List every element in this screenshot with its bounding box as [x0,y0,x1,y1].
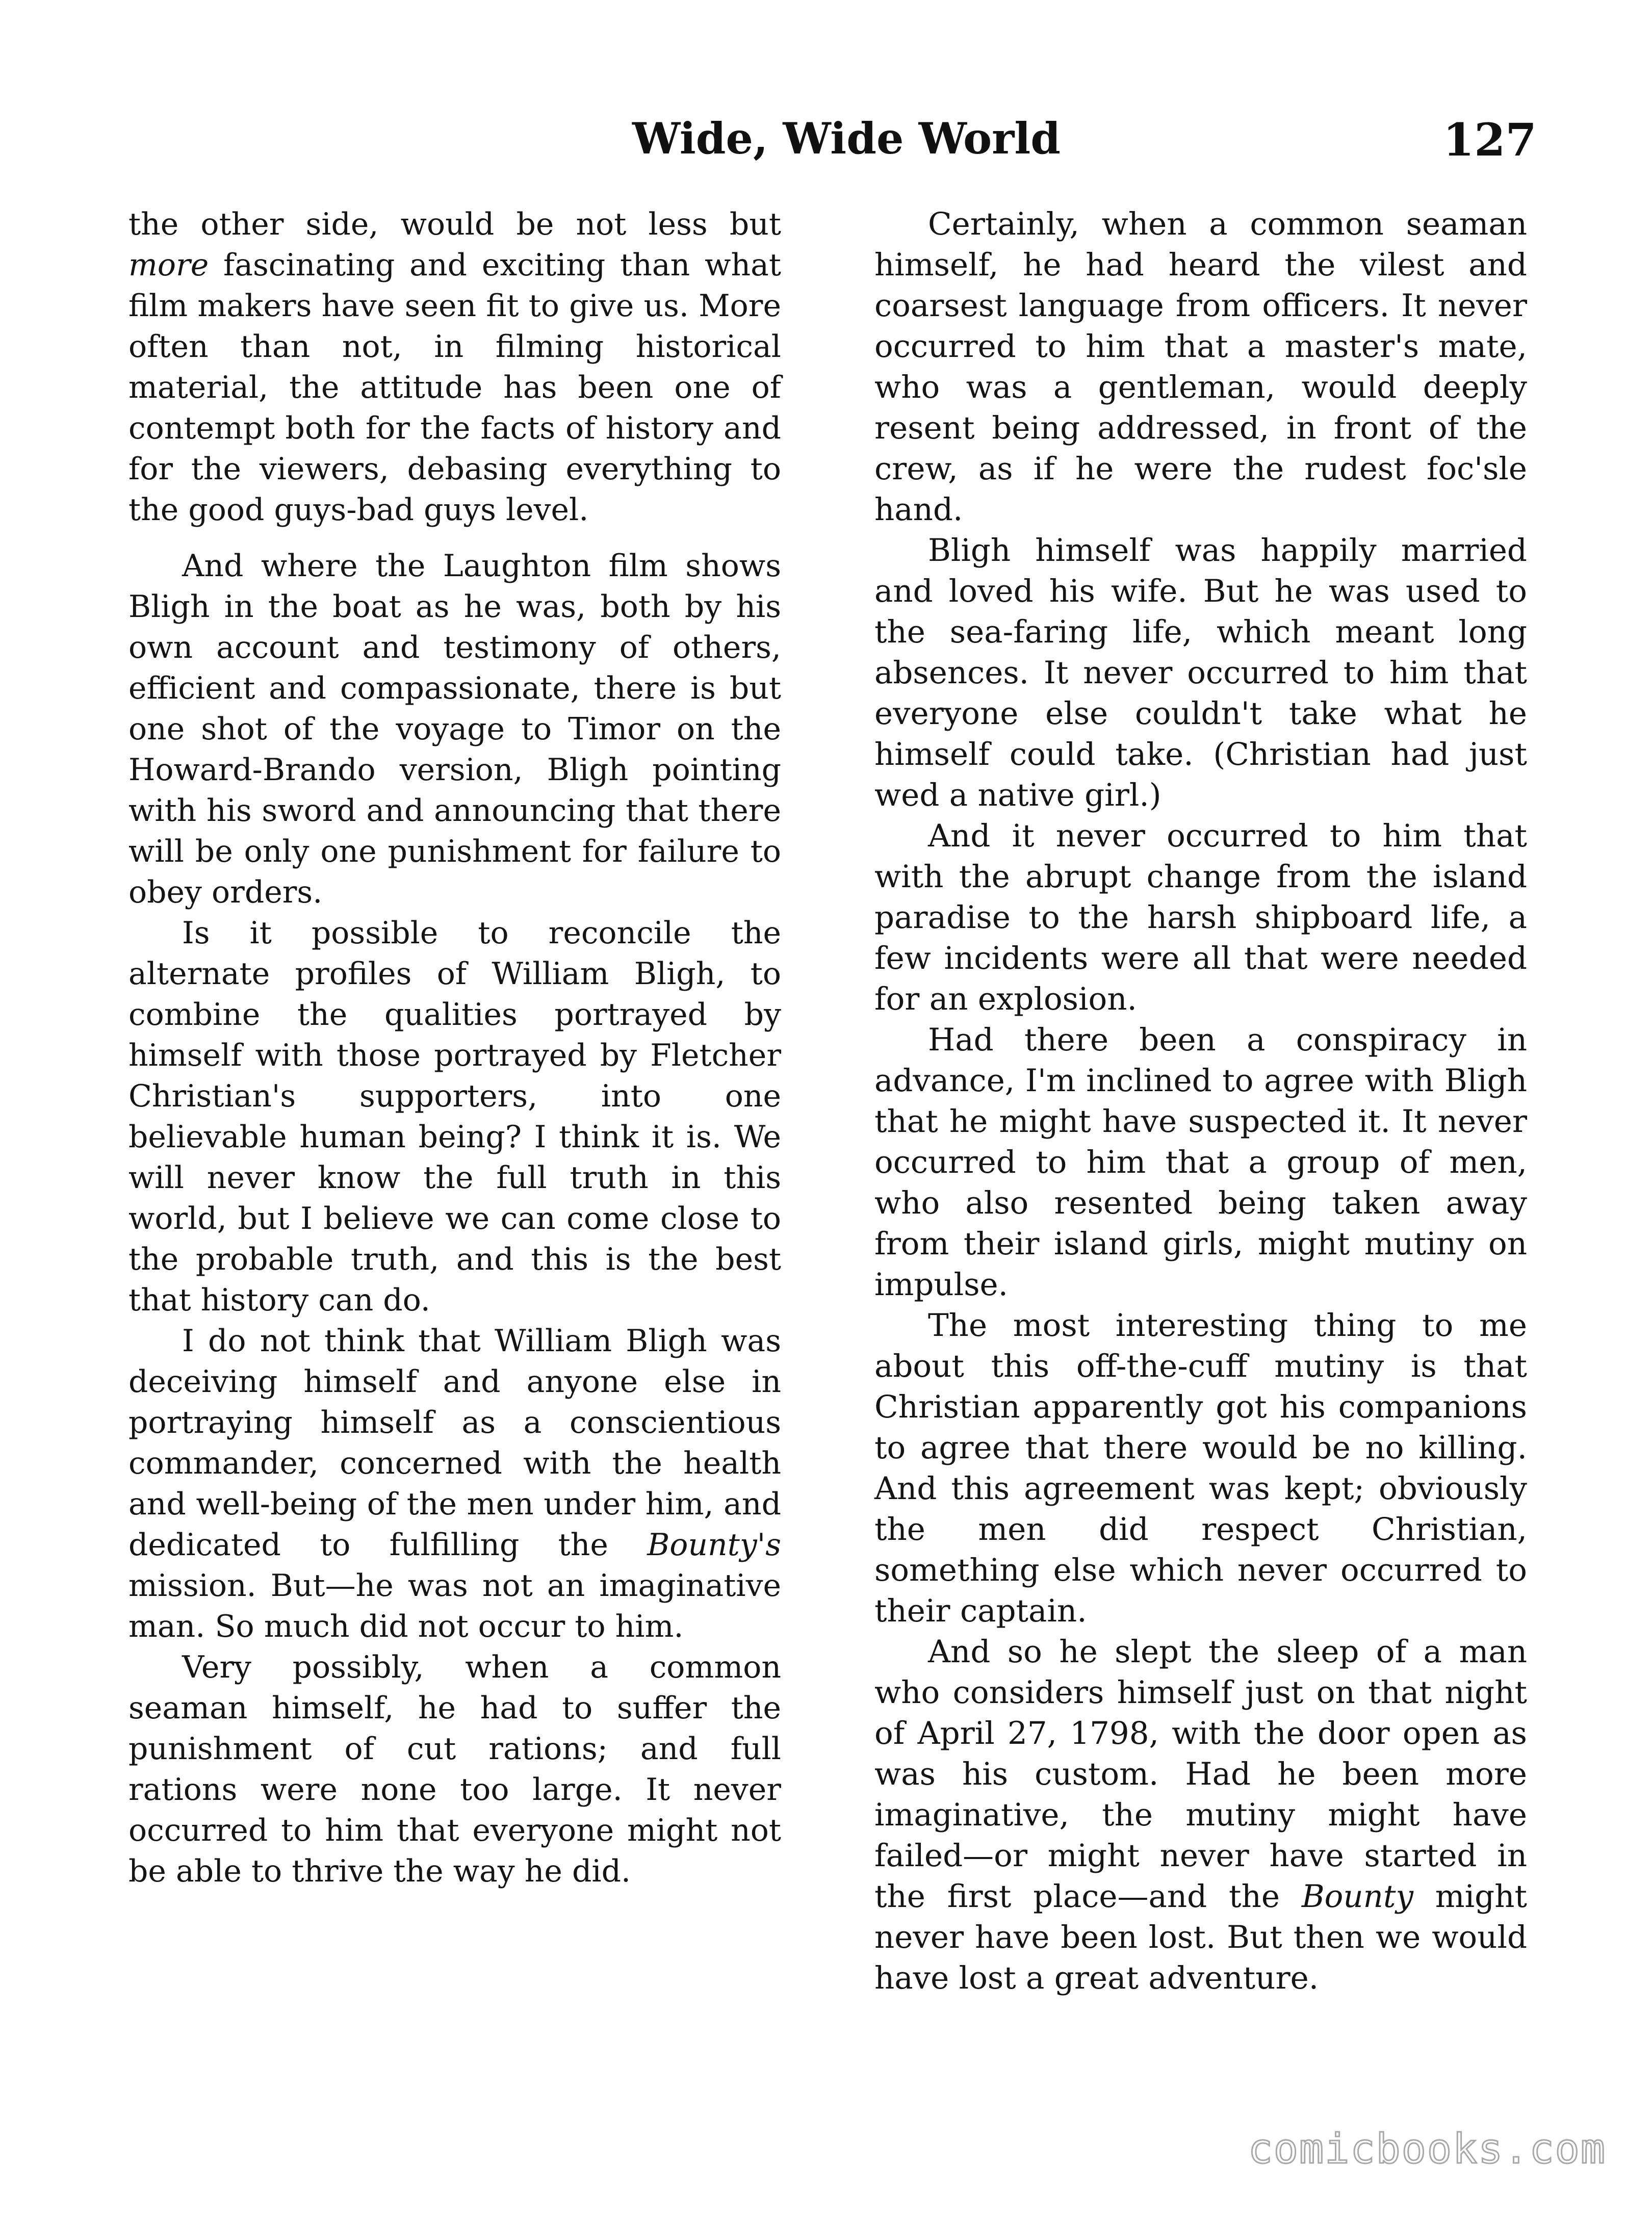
paragraph [128,1321,781,1647]
left-column [128,204,781,1892]
paragraph-text-segment: the other side, would be not less but [128,207,781,242]
paragraph [874,1632,1527,1999]
paragraph-text-segment: And so he slept the sleep of a man who considers himself just on that night of April 27, 1798, with the door open as was his custom. Had he been more imaginative, the mutiny might have failed—or might never have started in the first place—and the [874,1634,1527,1915]
site-watermark: comicbooks.com [1248,2125,1606,2173]
running-title: Wide, Wide World [632,113,1061,164]
paragraph: The most interesting thing to me about this off-the-cuff mutiny is that Christian apparently got his companions to agree that there would be no killing. And this agreement was kept; obviously the men did respect Christian, something else which never occurred to their captain. [874,1307,1527,1629]
paragraph-text-segment: fascinating and exciting than what film makers have seen fit to give us. More often than not, in filming historical material, the attitude has been one of contempt both for the facts of history and for the viewers, debasing everything to the good guys-bad guys level. [128,247,781,528]
ship-name-italic: Bounty's [647,1527,781,1563]
paragraph-text-segment: mission. But—he was not an imaginative man. So much did not occur to him. [128,1568,781,1644]
ship-name-italic: Bounty [1301,1878,1413,1915]
emphasis-more: more [128,247,209,283]
paragraph [128,204,781,530]
paragraph: And where the Laughton film shows Bligh in the boat as he was, both by his own account and testimony of others, efficient and compassionate, there is but one shot of the voyage to Timor on the Howard-Brando version, Bligh pointing with his sword and announcing that there will be only one punishment for failure to obey orders. [128,548,781,910]
paragraph-text-segment: I do not think that William Bligh was deceiving himself and anyone else in portraying himself as a conscientious commander, concerned with the health and well-being of the men under him, and dedicated to fulfilling the [128,1323,781,1563]
paragraph: Very possibly, when a common seaman himself, he had to suffer the punishment of cut rations; and full rations were none too large. It never occurred to him that everyone might not be able to thrive the way he did. [128,1649,781,1889]
paragraph: Bligh himself was happily married and loved his wife. But he was used to the sea-faring life, which meant long absences. It never occurred to him that everyone else couldn't take what he himself could take. (Christian had just wed a native girl.) [874,532,1527,813]
right-column [874,204,1527,1999]
page-number: 127 [1443,113,1537,166]
paragraph: Certainly, when a common seaman himself, he had heard the vilest and coarsest language from officers. It never occurred to him that a master's mate, who was a gentleman, would deeply resent being addressed, in front of the crew, as if he were the rudest foc'sle hand. [874,206,1527,528]
paragraph: Had there been a conspiracy in advance, I'm inclined to agree with Bligh that he might have suspected it. It never occurred to him that a group of men, who also resented being taken away from their island girls, might mutiny on impulse. [874,1022,1527,1303]
paragraph-text-segment: might never have been lost. But then we would have lost a great adventure. [874,1878,1528,1996]
paragraph: Is it possible to reconcile the alternate profiles of William Bligh, to combine the qualities portrayed by himself with those portrayed by Fletcher Christian's supporters, into one believable human being? I think it is. We will never know the full truth in this world, but I believe we can come close to the probable truth, and this is the best that history can do. [128,915,781,1318]
paragraph: And it never occurred to him that with the abrupt change from the island paradise to the harsh shipboard life, a few incidents were all that were needed for an explosion. [874,818,1527,1017]
